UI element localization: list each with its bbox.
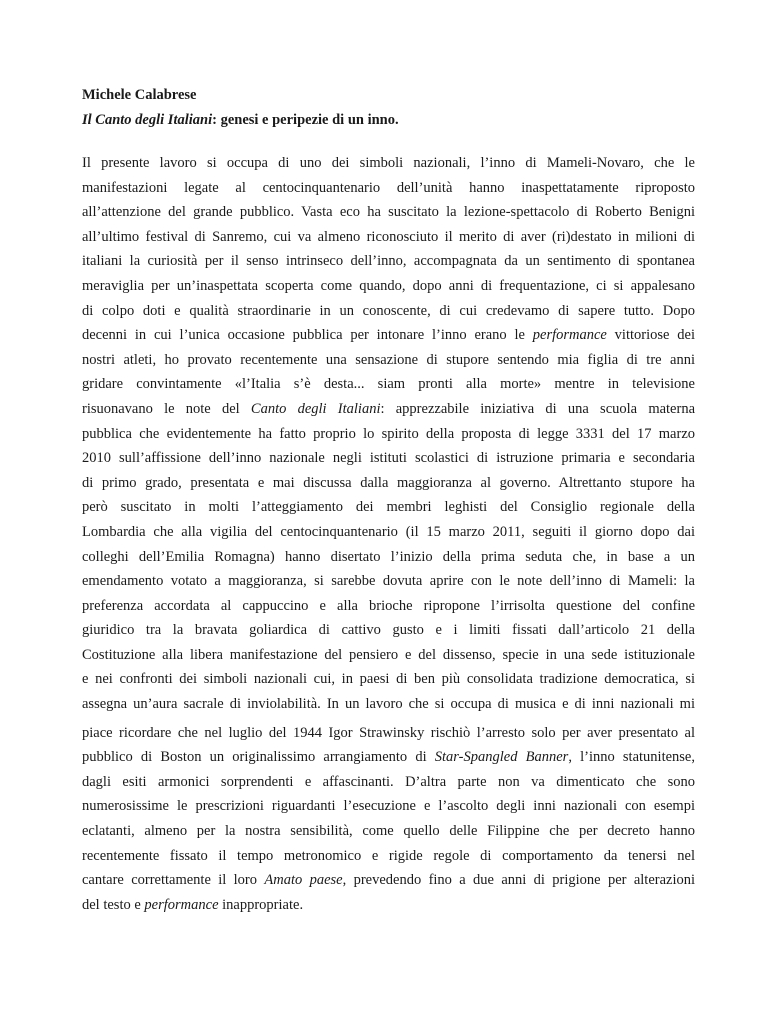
text-line: [82, 545, 695, 570]
text-segment: vittoriose dei: [606, 327, 695, 344]
text-segment: emendamento votato a maggioranza, si sarebbe dovuta aprire con le note dell’inno di Mameli: la: [82, 573, 695, 590]
text-segment: inappropriate.: [218, 896, 304, 913]
text-line: [82, 446, 695, 471]
text-segment: meraviglia per un’inaspettata scoperta come quando, dopo anni di frequentazione, ci si appalesano: [82, 277, 695, 294]
document-title: [82, 111, 399, 129]
text-segment: di colpo doti e qualità straordinarie in un conoscente, di cui credevamo di sapere tutto. Dopo: [82, 302, 695, 319]
text-line: [82, 794, 695, 819]
text-line: [82, 176, 695, 201]
text-line: [82, 471, 695, 496]
body-paragraph: [82, 151, 695, 917]
text-line: [82, 692, 695, 717]
text-line: [82, 348, 695, 373]
text-segment: del testo e: [82, 896, 145, 913]
text-line: [82, 249, 695, 274]
text-line: [82, 770, 695, 795]
text-segment: , l’inno statunitense,: [568, 749, 695, 766]
text-segment: di primo grado, presentata e mai discussa dalla maggioranza al governo. Altrettanto stupore ha: [82, 474, 695, 491]
text-line: [82, 893, 695, 918]
text-line: [82, 643, 695, 668]
text-segment: : apprezzabile iniziativa di una scuola materna: [380, 400, 696, 417]
italic-text: performance: [144, 896, 219, 913]
text-segment: giuridico tra la bravata goliardica di cattivo gusto e i limiti fissati dall’articolo 21 della: [82, 622, 695, 639]
text-line: [82, 151, 695, 176]
text-segment: e nei confronti dei simboli nazionali cui, in paesi di ben più consolidata tradizione democratica, si: [82, 671, 695, 688]
text-segment: recentemente fissato il tempo metronomico e rigide regole di comportamento da tenersi nel: [82, 847, 695, 864]
text-line: [82, 422, 695, 447]
text-line: [82, 819, 695, 844]
text-line: [82, 495, 695, 520]
text-line: [82, 569, 695, 594]
text-line: [82, 868, 695, 893]
italic-text: performance: [532, 327, 607, 344]
title-italic: Il Canto degli Italiani: [82, 112, 213, 128]
text-segment: cantare correttamente il loro: [82, 872, 265, 889]
text-segment: piace ricordare che nel luglio del 1944 Igor Strawinsky rischiò l’arresto solo per aver presentato al: [82, 724, 695, 741]
text-line: [82, 274, 695, 299]
text-segment: italiani la curiosità per il senso intrinseco dell’inno, accompagnata da un sentimento di spontanea: [82, 253, 695, 270]
text-segment: gridare convintamente «l’Italia s’è desta... siam pronti alla morte» mentre in televisione: [82, 376, 695, 393]
text-segment: Lombardia che alla vigilia del centocinquantenario (il 15 marzo 2011, seguiti il giorno dopo dai: [82, 523, 695, 540]
text-segment: all’ultimo festival di Sanremo, cui va almeno riconosciuto il merito di aver (ri)destato in milioni di: [82, 228, 695, 245]
text-segment: dagli esiti armonici sorprendenti e affascinanti. D’altra parte non va dimenticato che sono: [82, 773, 695, 790]
text-segment: preferenza accordata al cappuccino e alla brioche ripropone l’irrisolta questione del confine: [82, 597, 695, 614]
title-rest: : genesi e peripezie di un inno.: [212, 112, 399, 128]
text-segment: numerosissime le prescrizioni riguardanti l’esecuzione e l’ascolto degli inni nazionali con esempi: [82, 798, 695, 815]
text-line: [82, 225, 695, 250]
text-segment: all’attenzione del grande pubblico. Vasta eco ha suscitato la lezione-spettacolo di Roberto Benigni: [82, 204, 695, 221]
text-segment: colleghi dell’Emilia Romagna) hanno disertato l’inizio della prima seduta che, in base a un: [82, 548, 695, 565]
text-segment: pubblico di Boston un originalissimo arrangiamento di: [82, 749, 435, 766]
author-name: Michele Calabrese: [82, 87, 197, 103]
text-line: [82, 844, 695, 869]
text-segment: 2010 sull’affissione dell’inno nazionale negli istituti scolastici di istruzione primaria e secondaria: [82, 450, 695, 467]
text-segment: Il presente lavoro si occupa di uno dei simboli nazionali, l’inno di Mameli-Novaro, che le: [82, 155, 695, 171]
italic-text: Canto degli Italiani: [250, 400, 381, 417]
text-line: [82, 372, 695, 397]
text-line: [82, 721, 695, 746]
text-segment: però suscitato in molti l’atteggiamento dei membri leghisti del Consiglio regionale della: [82, 499, 695, 516]
text-line: [82, 594, 695, 619]
text-segment: eclatanti, almeno per la nostra sensibilità, come quello delle Filippine che per decreto hanno: [82, 823, 695, 840]
text-line: [82, 397, 695, 422]
italic-text: Amato paese: [264, 872, 343, 889]
text-segment: , prevedendo fino a due anni di prigione per alterazioni: [342, 872, 696, 889]
text-segment: assegna un’aura sacrale di inviolabilità. In un lavoro che si occupa di musica e di inni nazionali mi: [82, 696, 695, 713]
text-segment: nostri atleti, ho provato recentemente una sensazione di stupore sentendo mia figlia di tre anni: [82, 351, 695, 368]
text-line: [82, 323, 695, 348]
text-segment: pubblica che evidentemente ha fatto proprio lo spirito della proposta di legge 3331 del 17 marzo: [82, 425, 695, 442]
text-segment: risuonavano le note del: [82, 400, 251, 417]
text-segment: decenni in cui l’unica occasione pubblica per intonare l’inno erano le: [82, 327, 533, 344]
text-line: [82, 299, 695, 324]
italic-text: Star-Spangled Banner: [434, 749, 569, 766]
text-segment: Costituzione alla libera manifestazione del pensiero e del dissenso, specie in una sede istituzionale: [82, 646, 695, 663]
text-line: [82, 745, 695, 770]
text-line: [82, 618, 695, 643]
text-segment: manifestazioni legate al centocinquantenario dell’unità hanno inaspettatamente riproposto: [82, 179, 695, 196]
text-line: [82, 667, 695, 692]
text-line: [82, 520, 695, 545]
text-line: [82, 200, 695, 225]
